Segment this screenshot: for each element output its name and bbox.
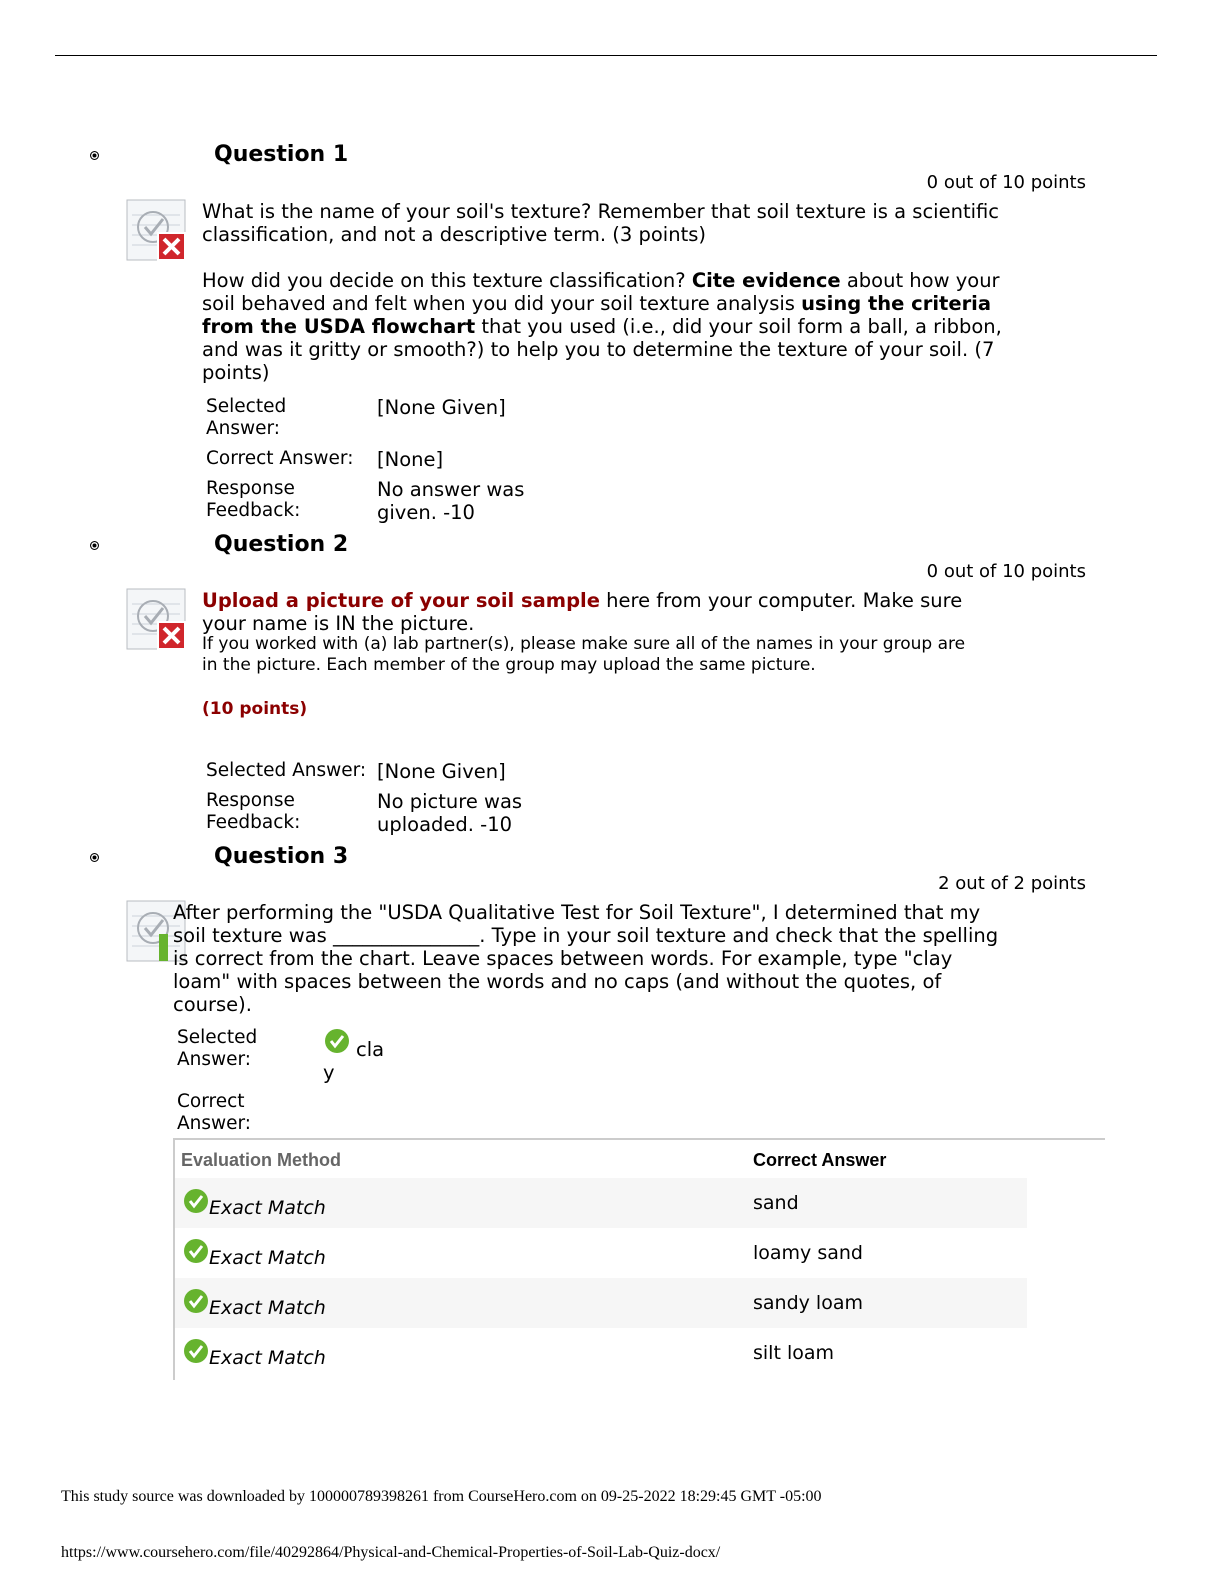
- table-row: [175, 1228, 1027, 1278]
- selected-answer-value: [None Given]: [377, 396, 506, 419]
- question-prompt: After performing the "USDA Qualitative Test for Soil Texture", I determined that my soil texture was _______________. Type in your soil texture and check that the spelling is correct from the chart. Leave spaces between words. For example, type "clay loam" with spaces between the words and no caps (and without the quotes, of course).: [173, 901, 999, 1016]
- response-feedback-value: No answer was given. -10: [377, 478, 525, 524]
- checkmark-icon: [183, 1288, 209, 1314]
- points-note: (10 points): [202, 699, 308, 719]
- correct-answer-value: loamy sand: [753, 1242, 863, 1264]
- bullet-icon: [90, 151, 99, 160]
- correct-answer-label: Correct Answer:: [177, 1091, 252, 1134]
- selected-answer-value: cla y: [323, 1038, 385, 1084]
- table-header-correct-answer: Correct Answer: [753, 1150, 887, 1170]
- incorrect-answer-icon: [126, 588, 186, 650]
- table-row: [175, 1328, 1027, 1378]
- selected-answer-label: Selected Answer:: [206, 396, 287, 439]
- correct-answer-value: [None]: [377, 448, 444, 471]
- download-notice: This study source was downloaded by 100000789398261 from CourseHero.com on 09-25-2022 18:29:45 GMT -05:00: [61, 1488, 822, 1505]
- response-feedback-value: No picture was uploaded. -10: [377, 790, 523, 836]
- correct-answer-value: sandy loam: [753, 1292, 863, 1314]
- selected-answer-label: Selected Answer:: [206, 760, 367, 781]
- table-header-evaluation-method: Evaluation Method: [181, 1150, 342, 1170]
- source-url[interactable]: https://www.coursehero.com/file/40292864/Physical-and-Chemical-Properties-of-Soil-Lab-Quiz-docx/: [61, 1544, 721, 1561]
- question-title: Question 2: [214, 532, 349, 557]
- question-title: Question 3: [214, 844, 349, 869]
- evaluation-method: Exact Match: [209, 1247, 326, 1269]
- checkmark-icon: [183, 1338, 209, 1364]
- correct-answers-table: [173, 1138, 1105, 1380]
- correct-answer-label: Correct Answer:: [206, 448, 354, 469]
- selected-answer-label: Selected Answer:: [177, 1027, 258, 1070]
- top-rule: [55, 55, 1157, 56]
- evaluation-method: Exact Match: [209, 1347, 326, 1369]
- evaluation-method: Exact Match: [209, 1197, 326, 1219]
- response-feedback-label: Response Feedback:: [206, 478, 301, 521]
- question-title: Question 1: [214, 142, 349, 167]
- checkmark-icon: [183, 1238, 209, 1264]
- response-feedback-label: Response Feedback:: [206, 790, 301, 833]
- evaluation-method: Exact Match: [209, 1297, 326, 1319]
- question-points: 2 out of 2 points: [938, 873, 1086, 894]
- question-prompt: Upload a picture of your soil sample here from your computer. Make sure your name is IN the picture.: [202, 589, 963, 635]
- question-prompt-evidence: How did you decide on this texture classification? Cite evidence about how your soil behaved and felt when you did your soil texture analysis using the criteria from the USDA flowchart that you used (i.e., did your soil form a ball, a ribbon, and was it gritty or smooth?) to help you to determine the texture of your soil. (7 points): [202, 269, 1002, 384]
- correct-answer-value: silt loam: [753, 1342, 835, 1364]
- checkmark-icon: [183, 1188, 209, 1214]
- table-row: [175, 1278, 1027, 1328]
- question-points: 0 out of 10 points: [926, 561, 1086, 582]
- bullet-icon: [90, 853, 99, 862]
- question-points: 0 out of 10 points: [926, 172, 1086, 193]
- correct-answer-value: sand: [753, 1192, 799, 1214]
- table-row: [175, 1178, 1027, 1228]
- bullet-icon: [90, 541, 99, 550]
- incorrect-answer-icon: [126, 199, 186, 261]
- selected-answer-value: [None Given]: [377, 760, 506, 783]
- question-prompt-note: If you worked with (a) lab partner(s), please make sure all of the names in your group are in the picture. Each member of the group may upload the same picture.: [202, 634, 966, 675]
- question-prompt: What is the name of your soil's texture? Remember that soil texture is a scientific classification, and not a descriptive term. (3 points): [202, 200, 1000, 246]
